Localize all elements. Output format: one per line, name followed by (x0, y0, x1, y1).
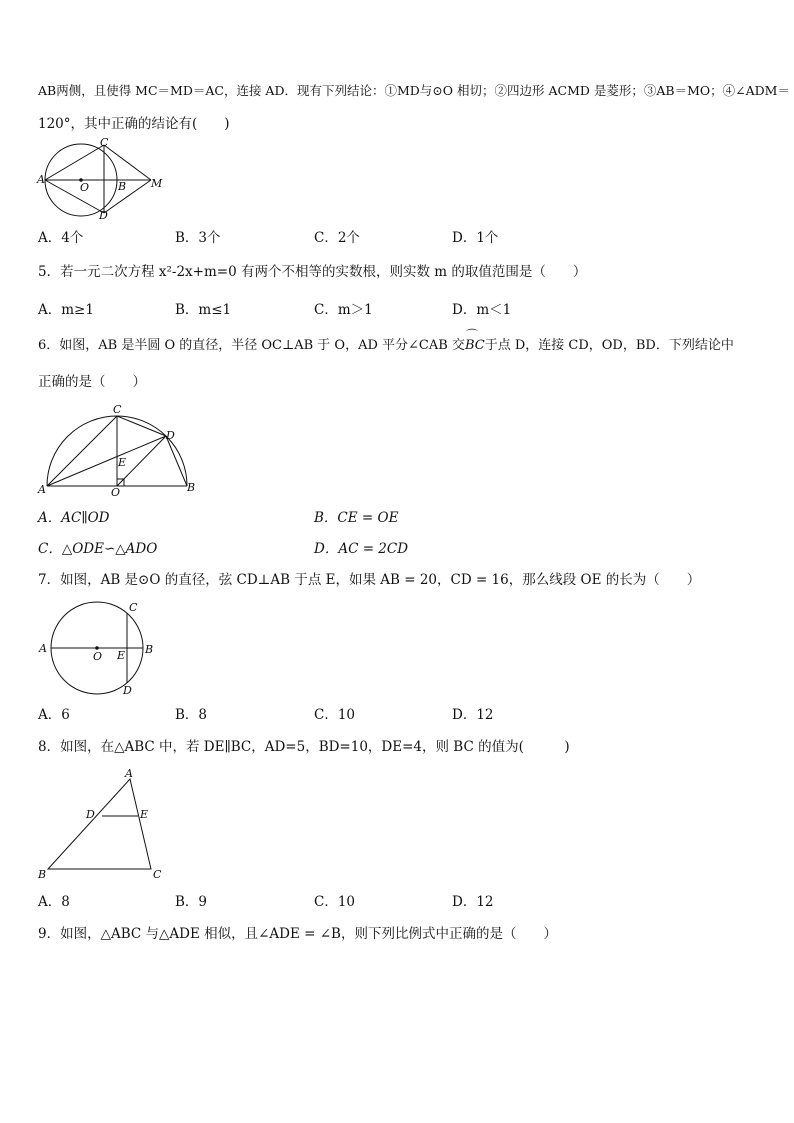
q7-label-o: O (93, 650, 103, 663)
q4-stem-line2: 120°，其中正确的结论有( ) (38, 116, 230, 132)
q6-option-b[interactable]: B．CE = OE (314, 510, 399, 526)
q7-figure (36, 598, 161, 698)
q6-stem-line2: 正确的是（ ） (38, 374, 146, 390)
q9-stem: 9．如图，△ABC 与△ADE 相似，且∠ADE = ∠B，则下列比例式中正确的是（ ） (38, 926, 557, 942)
q7-option-d[interactable]: D．12 (452, 707, 494, 723)
q5-stem: 5．若一元二次方程 x²-2x+m=0 有两个不相等的实数根，则实数 m 的取值范围是（ ） (38, 264, 587, 280)
q8-label-e: E (140, 808, 149, 821)
q4-label-a: A (37, 173, 45, 186)
q7-label-d: D (123, 684, 132, 697)
q8-option-a[interactable]: A．8 (38, 894, 70, 910)
q8-stem: 8．如图，在△ABC 中，若 DE∥BC，AD=5，BD=10，DE=4，则 BC 的值为( ) (38, 739, 570, 755)
q7-center-dot (96, 647, 99, 650)
q4-label-d: D (99, 209, 108, 222)
q6-stem-part-b: 于点 D，连接 CD，OD，BD．下列结论中 (484, 338, 734, 353)
q8-option-b[interactable]: B．9 (175, 894, 208, 910)
q6-figure (36, 403, 201, 499)
q4-label-c: C (100, 136, 109, 149)
q6-label-a: A (38, 483, 46, 496)
q4-option-c[interactable]: C．2个 (314, 230, 360, 246)
q8-option-c[interactable]: C．10 (314, 894, 356, 910)
q4-label-b: B (118, 180, 127, 193)
q6-stem-part-a: 6．如图，AB 是半圆 O 的直径，半径 OC⊥AB 于 O，AD 平分∠CAB 交 (38, 338, 465, 353)
q6-label-b: B (187, 481, 196, 494)
q4-label-m: M (151, 177, 163, 190)
q8-figure (36, 764, 171, 884)
q6-label-o: O (111, 486, 121, 499)
q6-option-c[interactable]: C．△ODE∽△ADO (38, 541, 158, 557)
q6-option-a[interactable]: A．AC∥OD (38, 510, 110, 526)
q4-option-b[interactable]: B．3个 (175, 230, 221, 246)
q5-option-b[interactable]: B．m≤1 (175, 302, 232, 318)
q6-line-ac (47, 416, 117, 486)
q7-label-b: B (145, 643, 154, 656)
q6-line-cd (117, 416, 166, 436)
q6-line-ad (47, 436, 166, 486)
q7-label-a: A (39, 642, 47, 655)
q6-option-d[interactable]: D．AC = 2CD (314, 541, 409, 557)
q7-option-b[interactable]: B．8 (175, 707, 208, 723)
q4-figure (36, 136, 166, 222)
q6-arc-bc: ⌒ BC (465, 336, 485, 356)
q4-line-cm (104, 145, 151, 180)
q6-label-c: C (113, 403, 122, 416)
q7-option-c[interactable]: C．10 (314, 707, 356, 723)
q8-label-a: A (125, 767, 133, 780)
q7-label-c: C (129, 601, 138, 614)
q4-label-o: O (80, 181, 90, 194)
q8-label-c: C (153, 868, 162, 881)
q7-stem: 7．如图，AB 是⊙O 的直径，弦 CD⊥AB 于点 E，如果 AB = 20，CD = 16，那么线段 OE 的长为（ ） (38, 572, 701, 588)
q4-option-a[interactable]: A．4个 (38, 230, 84, 246)
q7-option-a[interactable]: A．6 (38, 707, 70, 723)
q6-label-d: D (166, 429, 175, 442)
q4-line-ad (45, 180, 104, 213)
q4-option-d[interactable]: D．1个 (452, 230, 499, 246)
q8-triangle-abc (48, 779, 151, 869)
q8-option-d[interactable]: D．12 (452, 894, 494, 910)
q8-label-d: D (86, 808, 95, 821)
q6-line-bd (166, 436, 187, 486)
q5-option-a[interactable]: A．m≥1 (38, 302, 94, 318)
q4-line-ac (45, 145, 104, 180)
q5-option-c[interactable]: C．m＞1 (314, 302, 373, 318)
q4-line-dm (104, 180, 151, 213)
q5-option-d[interactable]: D．m＜1 (452, 302, 512, 318)
q6-stem-line1 (38, 336, 734, 356)
q8-label-b: B (38, 868, 47, 881)
q7-label-e: E (117, 649, 126, 662)
q4-stem-line1: AB两侧，且使得 MC＝MD＝AC，连接 AD．现有下列结论：①MD与⊙O 相切；②四边形 ACMD 是菱形；③AB＝MO；④∠ADM＝ (38, 83, 790, 98)
q6-label-e: E (118, 456, 127, 469)
